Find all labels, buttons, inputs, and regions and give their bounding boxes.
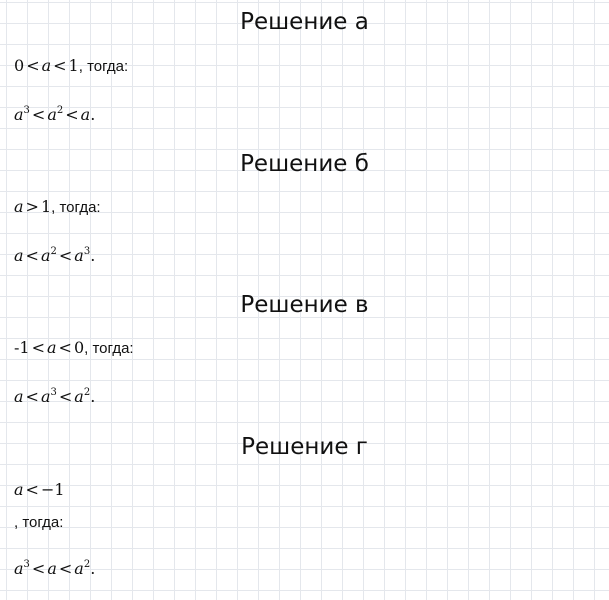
result-relation: < (25, 246, 39, 265)
condition-lhs: 0 (14, 56, 25, 75)
section-v-condition (14, 337, 134, 360)
section-b-title: Решение б (240, 151, 369, 177)
condition-rhs: 1 (40, 197, 52, 216)
section-g-result (14, 558, 95, 581)
result-exponent: 3 (23, 559, 30, 570)
section-a-condition (14, 55, 128, 78)
condition-suffix: , тогда: (84, 340, 134, 357)
condition-variable: a (47, 338, 57, 357)
result-end: . (90, 105, 96, 124)
result-term: a (14, 387, 24, 406)
result-relation: < (65, 105, 79, 124)
result-exponent: 3 (83, 246, 91, 257)
condition-variable: a (14, 480, 24, 499)
condition-relation: < (26, 56, 40, 75)
condition-rhs: 0 (73, 338, 85, 357)
result-exponent: 2 (56, 105, 64, 116)
condition-suffix: , тогда: (14, 514, 64, 531)
result-term: a (14, 559, 24, 578)
result-relation: < (25, 387, 39, 406)
section-v-title: Решение в (240, 292, 369, 318)
condition-relation: < (58, 338, 72, 357)
result-relation: < (58, 246, 73, 265)
section-v-result (14, 386, 95, 409)
result-term: a (14, 246, 24, 265)
result-relation: < (31, 105, 46, 124)
condition-lhs: -1 (14, 338, 30, 357)
result-end: . (90, 387, 96, 406)
condition-rhs: −1 (40, 480, 65, 499)
result-exponent: 3 (50, 387, 57, 398)
condition-variable: a (14, 197, 24, 216)
condition-relation: > (25, 197, 39, 216)
result-relation: < (31, 559, 46, 578)
result-term: a (40, 387, 51, 406)
section-g-condition (14, 479, 65, 502)
condition-rhs: 1 (68, 56, 79, 75)
section-a-result (14, 104, 95, 127)
condition-suffix: , тогда: (51, 199, 101, 216)
condition-relation: < (53, 56, 67, 75)
result-exponent: 2 (50, 246, 57, 257)
result-term: a (14, 105, 24, 124)
result-term: a (40, 246, 51, 265)
section-g-title: Решение г (241, 434, 368, 460)
section-a-title: Решение а (240, 9, 369, 35)
result-term: a (74, 387, 84, 406)
section-g-condition-text (14, 512, 63, 534)
condition-variable: a (41, 56, 52, 75)
result-exponent: 3 (23, 105, 30, 116)
result-term: a (74, 246, 84, 265)
result-exponent: 2 (83, 559, 91, 570)
result-end: . (90, 559, 96, 578)
result-term: a (80, 105, 91, 124)
result-end: . (90, 246, 96, 265)
result-term: a (47, 105, 57, 124)
result-relation: < (58, 387, 73, 406)
result-term: a (47, 559, 57, 578)
condition-relation: < (31, 338, 45, 357)
section-b-condition (14, 196, 101, 219)
result-relation: < (58, 559, 73, 578)
result-exponent: 2 (83, 387, 91, 398)
condition-relation: < (25, 480, 39, 499)
result-term: a (74, 559, 84, 578)
condition-suffix: , тогда: (78, 58, 129, 75)
section-b-result (14, 245, 95, 268)
